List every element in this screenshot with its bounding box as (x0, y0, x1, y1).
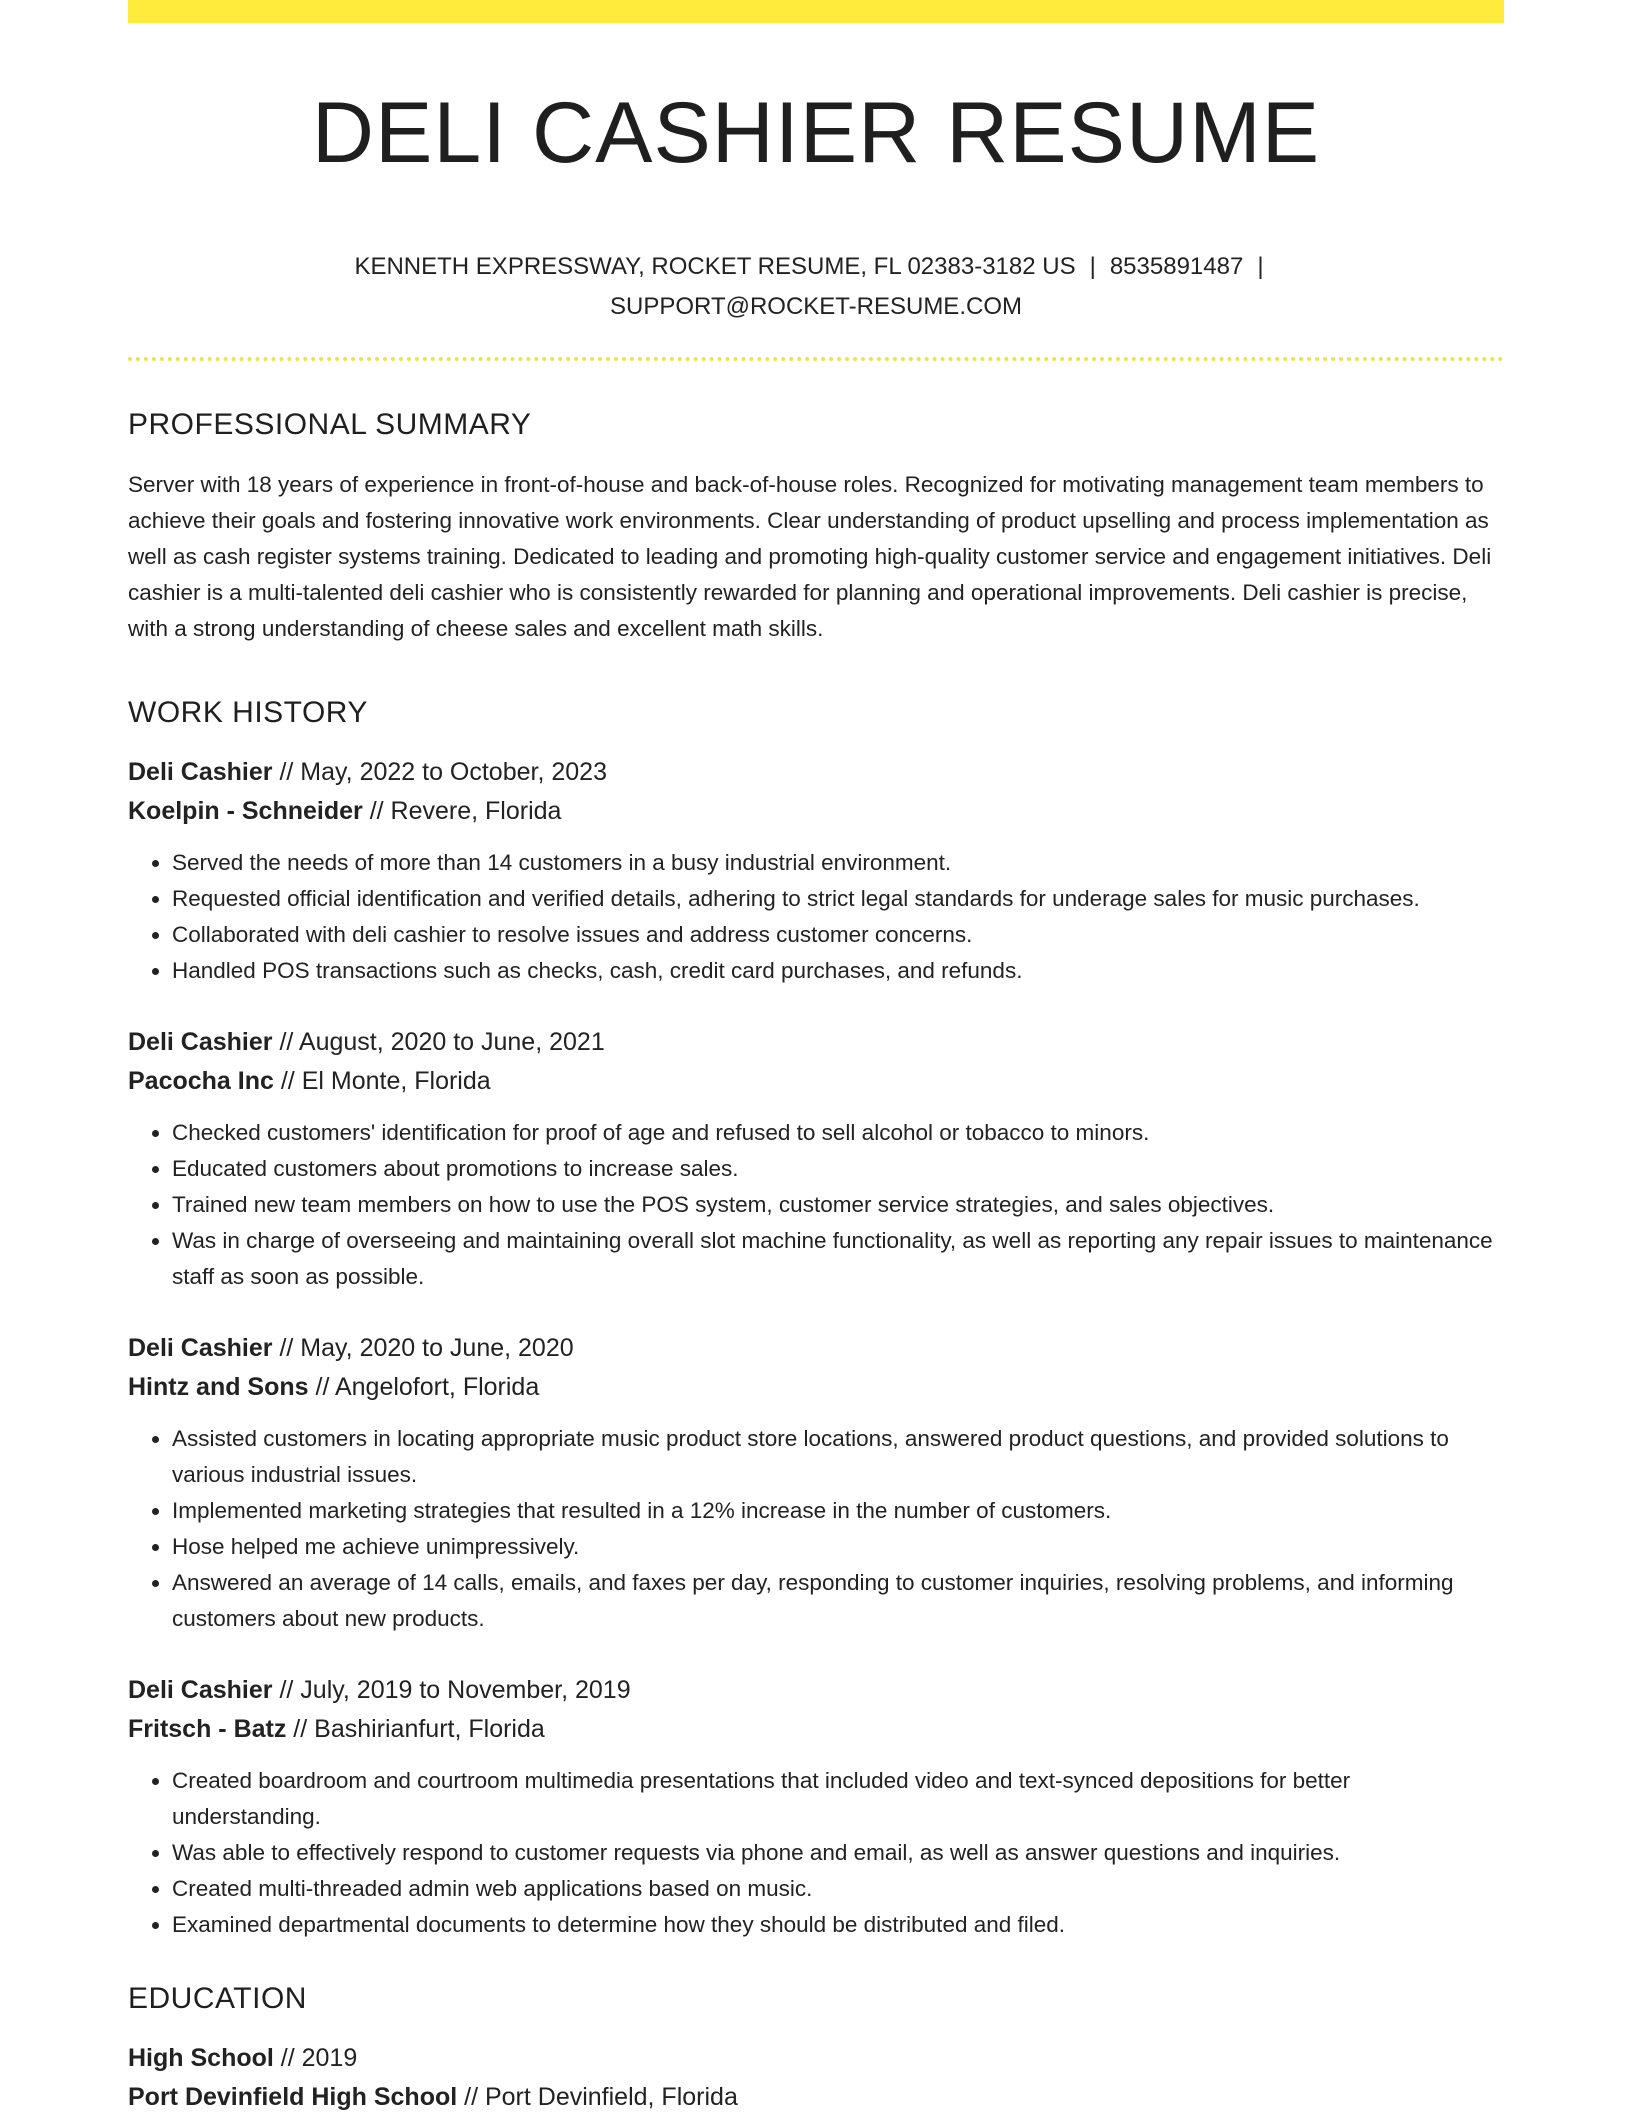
job-entry (128, 1671, 1504, 1943)
job-company: Pacocha Inc (128, 1067, 274, 1095)
bullet-item: • Was in charge of overseeing and maintaining overall slot machine functionality, as well as reporting any repair issues to maintenance staff as soon as possible. (172, 1223, 1504, 1295)
job-entry (128, 1329, 1504, 1637)
education-heading: EDUCATION (128, 1982, 307, 2015)
job-bullets (128, 1115, 1504, 1295)
bullet-item: • Created multi-threaded admin web applications based on music. (172, 1871, 1504, 1907)
job-location: // El Monte, Florida (273, 1067, 491, 1095)
bullet-item: • Trained new team members on how to use the POS system, customer service strategies, and sales objectives. (172, 1187, 1504, 1223)
contact-email: SUPPORT@ROCKET-RESUME.COM (610, 293, 1022, 320)
bullet-item: • Answered an average of 14 calls, emails, and faxes per day, responding to customer inquiries, resolving problems, and informing customers about new products. (172, 1565, 1504, 1637)
education-location: // Port Devinfield, Florida (457, 2083, 738, 2111)
job-company-line (128, 1062, 1504, 1101)
bullet-item: • Assisted customers in locating appropriate music product store locations, answered product questions, and provided solutions to various industrial issues. (172, 1421, 1504, 1493)
summary-heading: PROFESSIONAL SUMMARY (128, 408, 532, 441)
job-entry (128, 753, 1504, 989)
job-title: Deli Cashier (128, 1028, 273, 1056)
job-title-line (128, 753, 1504, 792)
contact-separator: | (1257, 253, 1264, 280)
bullet-item: • Hose helped me achieve unimpressively. (172, 1529, 1504, 1565)
summary-text: Server with 18 years of experience in front-of-house and back-of-house roles. Recognized for motivating management team members to achieve their goals and fostering innovative work environments. Clear understanding of product upselling and process implementation as well as cash register systems training. Dedicated to leading and promoting high-quality customer service and engagement initiatives. Deli cashier is a multi-talented deli cashier who is consistently rewarded for planning and operational improvements. Deli cashier is precise, with a strong understanding of cheese sales and excellent math skills. (128, 472, 1492, 641)
work-history-heading: WORK HISTORY (128, 696, 368, 729)
education-school-line (128, 2078, 1504, 2117)
bullet-item: • Collaborated with deli cashier to resolve issues and address customer concerns. (172, 917, 1504, 953)
job-company-line (128, 1710, 1504, 1749)
contact-address: KENNETH EXPRESSWAY, ROCKET RESUME, FL 02383-3182 US (354, 253, 1076, 280)
education-degree-line (128, 2039, 1504, 2078)
bullet-item: • Was able to effectively respond to customer requests via phone and email, as well as answer questions and inquiries. (172, 1835, 1504, 1871)
bullet-item: • Served the needs of more than 14 customers in a busy industrial environment. (172, 845, 1504, 881)
job-dates: // May, 2022 to October, 2023 (272, 758, 607, 786)
education-entry (128, 2039, 1504, 2117)
bullet-item: • Implemented marketing strategies that resulted in a 12% increase in the number of customers. (172, 1493, 1504, 1529)
contact-phone: 8535891487 (1109, 253, 1244, 280)
bullet-item: • Requested official identification and verified details, adhering to strict legal standards for underage sales for music purchases. (172, 881, 1504, 917)
resume-page (128, 0, 1504, 2117)
job-bullets (128, 845, 1504, 989)
bullet-item: • Educated customers about promotions to increase sales. (172, 1151, 1504, 1187)
job-dates: // July, 2019 to November, 2019 (272, 1676, 631, 1704)
job-entry (128, 1023, 1504, 1295)
job-company: Hintz and Sons (128, 1373, 309, 1401)
job-title-line (128, 1023, 1504, 1062)
job-company-line (128, 1368, 1504, 1407)
contact-separator: | (1089, 253, 1096, 280)
job-title-line (128, 1671, 1504, 1710)
education-year: // 2019 (273, 2044, 358, 2072)
job-company: Fritsch - Batz (128, 1715, 287, 1743)
resume-title: DELI CASHIER RESUME (311, 85, 1321, 181)
job-company-line (128, 792, 1504, 831)
accent-bar (128, 0, 1504, 23)
contact-info (316, 247, 1316, 327)
education-degree: High School (128, 2044, 274, 2072)
dotted-divider (128, 357, 1504, 361)
job-dates: // August, 2020 to June, 2021 (272, 1028, 605, 1056)
job-bullets (128, 1763, 1504, 1943)
job-company: Koelpin - Schneider (128, 797, 363, 825)
job-location: // Bashirianfurt, Florida (286, 1715, 545, 1743)
job-location: // Revere, Florida (362, 797, 562, 825)
job-title: Deli Cashier (128, 1334, 273, 1362)
bullet-item: • Checked customers' identification for proof of age and refused to sell alcohol or tobacco to minors. (172, 1115, 1504, 1151)
job-dates: // May, 2020 to June, 2020 (272, 1334, 574, 1362)
job-title: Deli Cashier (128, 758, 273, 786)
bullet-item: • Created boardroom and courtroom multimedia presentations that included video and text-synced depositions for better understanding. (172, 1763, 1504, 1835)
job-title-line (128, 1329, 1504, 1368)
bullet-item: • Examined departmental documents to determine how they should be distributed and filed. (172, 1907, 1504, 1943)
education-school: Port Devinfield High School (128, 2083, 458, 2111)
bullet-item: • Handled POS transactions such as checks, cash, credit card purchases, and refunds. (172, 953, 1504, 989)
job-location: // Angelofort, Florida (308, 1373, 540, 1401)
job-title: Deli Cashier (128, 1676, 273, 1704)
job-bullets (128, 1421, 1504, 1637)
